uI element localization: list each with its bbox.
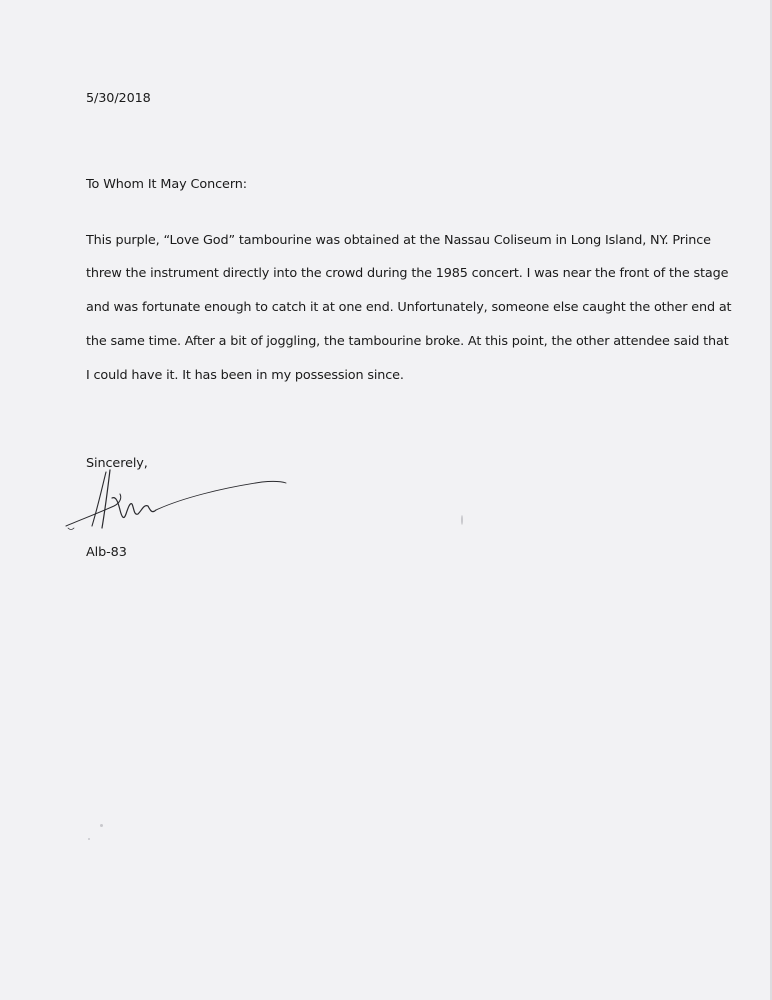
body-line: I could have it. It has been in my possession since. <box>86 368 404 383</box>
closing: Sincerely, <box>86 456 148 471</box>
paper-speck <box>88 838 90 840</box>
body-line: the same time. After a bit of joggling, the tambourine broke. At this point, the other attendee said that <box>86 334 729 349</box>
paper-speck <box>461 515 463 525</box>
signature-icon <box>62 468 292 540</box>
paper-speck <box>100 824 103 827</box>
body-line: threw the instrument directly into the crowd during the 1985 concert. I was near the front of the stage <box>86 266 729 281</box>
letter-date: 5/30/2018 <box>86 91 151 106</box>
signer-name: Alb-83 <box>86 545 127 560</box>
body-line: and was fortunate enough to catch it at one end. Unfortunately, someone else caught the other end at <box>86 300 732 315</box>
body-line: This purple, “Love God” tambourine was obtained at the Nassau Coliseum in Long Island, NY. Prince <box>86 233 711 248</box>
salutation: To Whom It May Concern: <box>86 177 247 192</box>
